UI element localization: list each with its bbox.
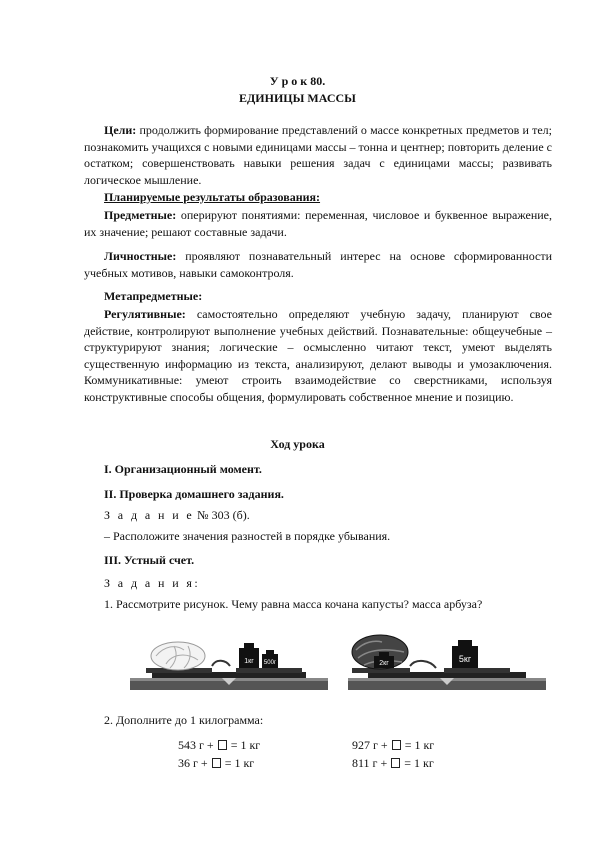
right-pan (236, 668, 302, 673)
equation-1-left: 543 г + (178, 738, 217, 752)
answer-box (391, 758, 400, 768)
equation-4-right: = 1 кг (401, 756, 434, 770)
equation-1 (178, 738, 260, 753)
task-label: З а д а н и е (104, 508, 195, 522)
course-heading: Ход урока (270, 437, 325, 451)
right-pan (444, 668, 510, 673)
equation-3-left: 36 г + (178, 756, 211, 770)
subject-label: Предметные: (104, 208, 177, 222)
results-heading: Планируемые результаты образования: (104, 190, 321, 204)
goals-paragraph (84, 122, 552, 188)
equation-2-left: 927 г + (352, 738, 391, 752)
weight-1kg-label: 1кг (244, 658, 254, 665)
weight-500g-icon (262, 650, 278, 668)
goals-text: продолжить формирование представлений о массе конкретных предметов и тел; познакомить учащихся с новыми единицами массы – тонна и центнер; повторить деление с остатком; совершенствовать навыки решения задач с единицами массы; развивать логическое мышление. (84, 123, 552, 187)
weight-2kg-label: 2кг (379, 660, 389, 667)
item-1: 1. Рассмотрите рисунок. Чему равна масса кочана капусты? масса арбуза? (104, 597, 483, 611)
weight-5kg-icon (452, 640, 478, 668)
equation-4-left: 811 г + (352, 756, 391, 770)
answer-box (212, 758, 221, 768)
lesson-title: ЕДИНИЦЫ МАССЫ (239, 91, 356, 105)
subject-text: оперируют понятиями: переменная, числовое и буквенное выражение, их значение; решают составные задачи. (84, 208, 552, 239)
equation-1-right: = 1 кг (227, 738, 261, 752)
weight-5kg-label: 5кг (458, 654, 472, 664)
equation-3 (178, 756, 254, 771)
goals-label: Цели: (104, 123, 137, 137)
answer-box (218, 740, 227, 750)
scale-cabbage-figure (126, 636, 332, 698)
task-number: № 303 (б). (194, 508, 250, 522)
scale-watermelon-figure (344, 632, 550, 698)
equation-3-right: = 1 кг (221, 756, 255, 770)
equation-2 (352, 738, 434, 753)
meta-label: Метапредметные: (104, 289, 203, 303)
item-2: 2. Дополните до 1 килограмма: (104, 713, 264, 727)
subject-results (84, 207, 552, 240)
weight-500g-label: 500г (263, 660, 277, 666)
section-org: I. Организационный момент. (104, 462, 262, 476)
section-oral: III. Устный счет. (104, 553, 195, 567)
personal-label: Личностные: (104, 249, 177, 263)
section-homework: II. Проверка домашнего задания. (104, 487, 284, 501)
lesson-number: У р о к 80. (269, 74, 326, 88)
tasks-label: З а д а н и я: (104, 576, 201, 590)
task-instruction: – Расположите значения разностей в порядке убывания. (104, 529, 391, 543)
answer-box (392, 740, 401, 750)
equation-2-right: = 1 кг (401, 738, 435, 752)
reg-label: Регулятивные: (104, 307, 186, 321)
personal-results (84, 248, 552, 281)
reg-text: самостоятельно определяют учебную задачу, планируют свое действие, контролируют выполнение учебных действий. Познавательные: общеучебные – структурируют знания; логические – осмысленно читают текст, умеют выделять существенную информацию из текста, анализируют, делают выводы и умозаключения. Коммуникативные: умеют строить взаимодействие со сверстниками, используя конструктивные способы общения, формулировать собственное мнение и позицию. (84, 307, 552, 404)
personal-text: проявляют познавательный интерес на основе сформированности учебных мотивов, навыки самоконтроля. (84, 249, 552, 280)
regulative-results (84, 306, 552, 405)
equation-4 (352, 756, 434, 771)
task-line (104, 508, 250, 523)
weight-1kg-icon (239, 643, 259, 668)
cabbage-icon (151, 642, 205, 670)
